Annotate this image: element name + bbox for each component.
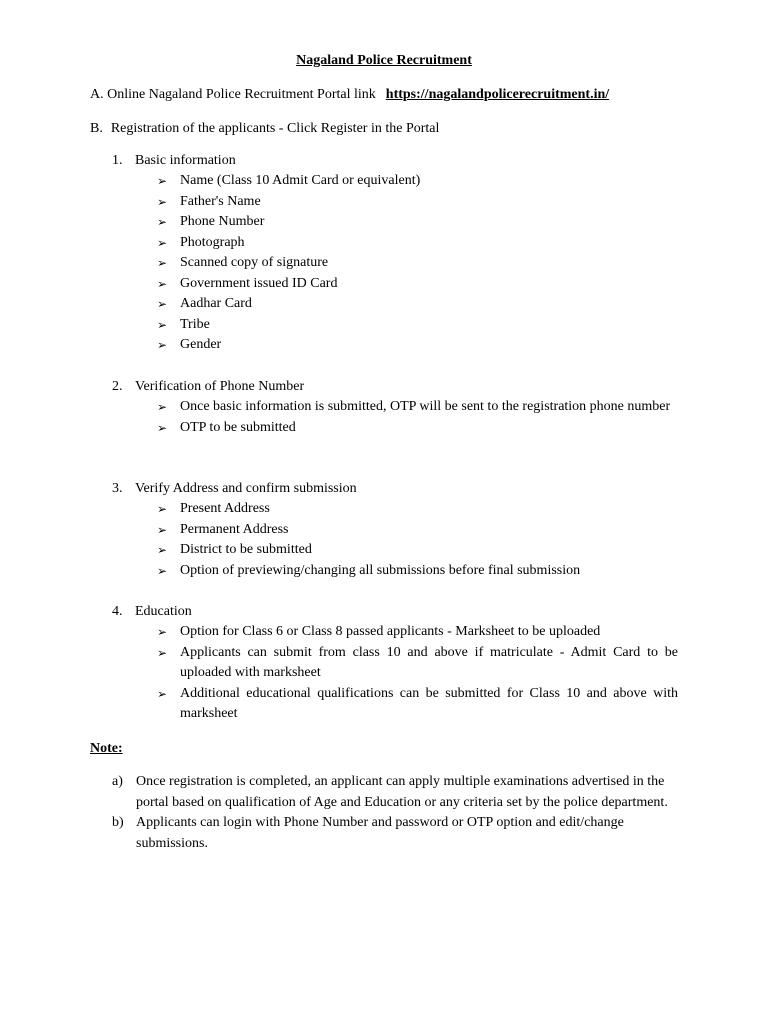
step-number: 4.	[112, 604, 123, 619]
step-heading	[112, 151, 678, 171]
arrow-bullet-icon: ➢	[157, 625, 168, 639]
portal-link[interactable]: https://nagalandpolicerecruitment.in/	[385, 87, 610, 102]
page-title: Nagaland Police Recruitment	[296, 53, 472, 68]
arrow-bullet-icon: ➢	[157, 297, 168, 311]
note-list	[112, 772, 672, 854]
list-item-text: Present Address	[180, 501, 270, 516]
arrow-bullet-icon: ➢	[157, 276, 168, 291]
list-item-text: OTP to be submitted	[180, 419, 296, 435]
list-item	[157, 684, 678, 725]
arrow-bullet-icon: ➢	[157, 686, 168, 701]
list-item-text: Tribe	[180, 316, 210, 332]
list-item	[157, 643, 678, 684]
list-item	[157, 294, 678, 315]
step-item-list	[112, 397, 678, 438]
list-item-text: Scanned copy of signature	[180, 255, 329, 270]
registration-text: Registration of the applicants - Click Register in the Portal	[110, 121, 440, 136]
step-address-verification	[112, 479, 678, 581]
step-number: 3.	[112, 481, 123, 496]
arrow-bullet-icon: ➢	[157, 543, 168, 557]
arrow-bullet-icon: ➢	[157, 317, 168, 332]
note-marker: a)	[112, 774, 123, 789]
step-basic-information	[112, 151, 678, 356]
step-heading	[112, 602, 678, 622]
arrow-bullet-icon: ➢	[157, 194, 168, 209]
arrow-bullet-icon: ➢	[157, 645, 168, 660]
list-item	[157, 274, 678, 295]
list-item-text: Once basic information is submitted, OTP will be sent to the registration phone number	[180, 399, 671, 414]
step-title: Basic information	[135, 153, 236, 168]
arrow-bullet-icon: ➢	[157, 174, 168, 188]
step-item-list	[112, 499, 678, 581]
list-item-text: Aadhar Card	[180, 296, 252, 311]
arrow-bullet-icon: ➢	[157, 215, 168, 229]
step-heading	[112, 377, 678, 397]
step-item-list	[112, 171, 678, 356]
arrow-bullet-icon: ➢	[157, 256, 168, 270]
note-heading: Note:	[90, 741, 123, 756]
list-item-text: Applicants can submit from class 10 and above if matriculate - Admit Card to be uploaded with marksheet	[180, 644, 678, 680]
list-item-text: Name (Class 10 Admit Card or equivalent)	[180, 173, 421, 188]
list-item	[157, 315, 678, 336]
note-item	[112, 772, 672, 813]
list-item-text: Option of previewing/changing all submissions before final submission	[180, 562, 581, 578]
list-item	[157, 212, 678, 233]
arrow-bullet-icon: ➢	[157, 338, 168, 352]
arrow-bullet-icon: ➢	[157, 420, 168, 435]
list-item	[157, 418, 678, 439]
step-title: Verify Address and confirm submission	[135, 481, 357, 496]
list-item	[157, 397, 678, 418]
step-number: 2.	[112, 379, 123, 394]
step-phone-verification	[112, 377, 678, 438]
list-item	[157, 499, 678, 520]
step-item-list	[112, 622, 678, 725]
list-item-text: Father's Name	[180, 193, 261, 209]
list-item	[157, 171, 678, 192]
arrow-bullet-icon: ➢	[157, 400, 168, 414]
list-item-text: Permanent Address	[180, 521, 289, 537]
list-item	[157, 233, 678, 254]
list-item-text: Phone Number	[180, 214, 265, 229]
list-item	[157, 540, 678, 561]
list-item	[157, 622, 678, 643]
note-item	[112, 813, 672, 854]
portal-link-label: A. Online Nagaland Police Recruitment Portal link	[90, 87, 376, 102]
list-item-text: Additional educational qualifications can be submitted for Class 10 and above with marksheet	[180, 685, 678, 721]
note-text: Applicants can login with Phone Number and password or OTP option and edit/change submissions.	[136, 815, 624, 851]
list-item-text: District to be submitted	[180, 542, 312, 557]
step-heading	[112, 479, 678, 499]
portal-link-line	[90, 86, 609, 104]
list-item	[157, 561, 678, 582]
list-item-text: Government issued ID Card	[180, 275, 338, 291]
step-title: Verification of Phone Number	[135, 379, 305, 394]
step-number: 1.	[112, 153, 123, 168]
list-item-text: Photograph	[180, 234, 245, 250]
list-item	[157, 192, 678, 213]
arrow-bullet-icon: ➢	[157, 563, 168, 578]
list-item	[157, 520, 678, 541]
arrow-bullet-icon: ➢	[157, 522, 168, 537]
note-marker: b)	[112, 815, 124, 830]
list-item-text: Option for Class 6 or Class 8 passed applicants - Marksheet to be uploaded	[180, 624, 601, 639]
arrow-bullet-icon: ➢	[157, 235, 168, 250]
list-item-text: Gender	[180, 337, 222, 352]
list-item	[157, 335, 678, 356]
step-education	[112, 602, 678, 725]
note-text: Once registration is completed, an applicant can apply multiple examinations advertised in the portal based on qualification of Age and Education or any criteria set by the police department.	[136, 774, 668, 810]
step-title: Education	[135, 604, 192, 619]
list-item	[157, 253, 678, 274]
registration-line	[90, 120, 439, 138]
section-b-label: B.	[90, 121, 103, 136]
arrow-bullet-icon: ➢	[157, 502, 168, 516]
